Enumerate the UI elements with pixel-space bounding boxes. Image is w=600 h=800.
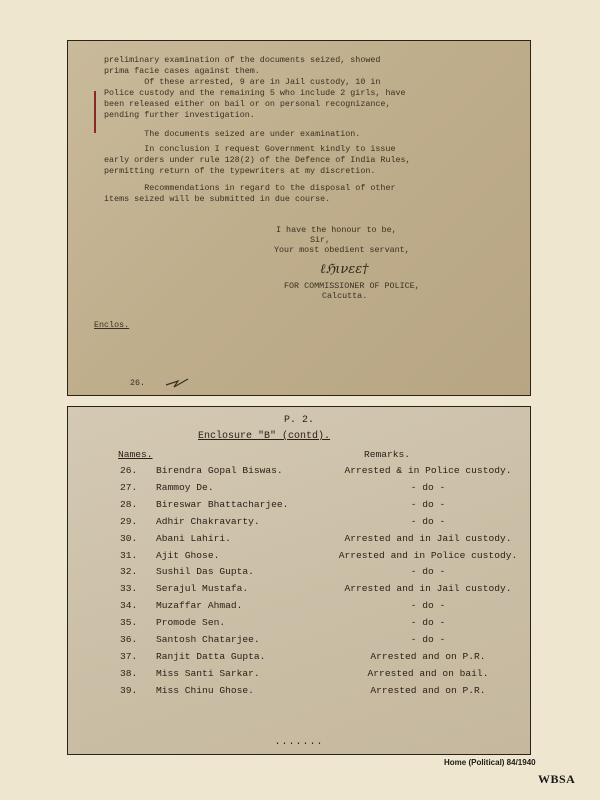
row-number: 32. bbox=[120, 566, 138, 578]
table-row bbox=[68, 533, 530, 550]
row-number: 26. bbox=[120, 465, 138, 476]
enclosure-page bbox=[67, 406, 531, 755]
row-name: Promode Sen. bbox=[156, 617, 226, 629]
row-name: Ajit Ghose. bbox=[156, 549, 220, 561]
table-row bbox=[68, 482, 530, 499]
signature-city: Calcutta. bbox=[322, 291, 368, 301]
row-number: 29. bbox=[120, 515, 138, 527]
row-name: Adhir Chakravarty. bbox=[156, 515, 260, 527]
body-line: preliminary examination of the documents seized, showed bbox=[104, 55, 381, 65]
table-row bbox=[68, 651, 530, 668]
row-remark: Arrested and in Police custody. bbox=[338, 549, 518, 561]
body-line: Of these arrested, 9 are in Jail custody, 10 in bbox=[104, 77, 381, 87]
body-line: early orders under rule 128(2) of the Defence of India Rules, bbox=[104, 155, 411, 165]
archive-mark: WBSA bbox=[538, 772, 576, 786]
table-row bbox=[68, 617, 530, 634]
body-line: Recommendations in regard to the disposal of other bbox=[104, 183, 396, 193]
table-row bbox=[68, 465, 530, 482]
body-line: permitting return of the typewriters at my discretion. bbox=[104, 166, 376, 176]
footer-number: 26. bbox=[130, 378, 146, 388]
row-remark: Arrested and on P.R. bbox=[370, 650, 486, 662]
continuation-dots: ....... bbox=[274, 737, 324, 748]
body-line: In conclusion I request Government kindly to issue bbox=[104, 144, 396, 154]
body-line: items seized will be submitted in due course. bbox=[104, 194, 331, 204]
row-remark: Arrested and in Jail custody. bbox=[344, 532, 512, 544]
row-number: 35. bbox=[120, 617, 138, 629]
closing-line: Sir, bbox=[310, 235, 331, 245]
row-remark: - do - bbox=[410, 515, 446, 527]
table-row bbox=[68, 668, 530, 685]
body-line: prima facie cases against them. bbox=[104, 66, 260, 76]
row-remark: - do - bbox=[410, 634, 446, 645]
row-number: 33. bbox=[120, 583, 138, 595]
names-column-header: Names. bbox=[118, 449, 153, 460]
row-remark: - do - bbox=[410, 617, 446, 629]
row-remark: - do - bbox=[410, 481, 446, 493]
row-number: 28. bbox=[120, 498, 138, 510]
row-number: 38. bbox=[120, 667, 138, 679]
closing-line: I have the honour to be, bbox=[276, 225, 397, 235]
row-name: Miss Chinu Ghose. bbox=[156, 684, 254, 696]
body-line: pending further investigation. bbox=[104, 110, 255, 120]
table-row bbox=[68, 550, 530, 567]
row-name: Ranjit Datta Gupta. bbox=[156, 650, 266, 662]
margin-mark bbox=[94, 91, 96, 133]
row-name: Santosh Chatarjee. bbox=[156, 634, 260, 645]
body-line: Police custody and the remaining 5 who include 2 girls, have bbox=[104, 88, 406, 98]
row-remark: - do - bbox=[410, 600, 446, 612]
signature-org: FOR COMMISSIONER OF POLICE, bbox=[284, 281, 420, 291]
handwritten-signature: ℓℌινεε† bbox=[320, 262, 369, 277]
row-number: 31. bbox=[120, 549, 138, 561]
row-remark: Arrested & in Police custody. bbox=[344, 465, 512, 476]
row-name: Serajul Mustafa. bbox=[156, 583, 249, 595]
row-name: Bireswar Bhattacharjee. bbox=[156, 498, 289, 510]
table-row bbox=[68, 516, 530, 533]
row-name: Muzaffar Ahmad. bbox=[156, 600, 243, 612]
row-number: 30. bbox=[120, 532, 138, 544]
row-remark: - do - bbox=[410, 498, 446, 510]
row-remark: - do - bbox=[410, 566, 446, 578]
remarks-column-header: Remarks. bbox=[364, 449, 411, 460]
letter-page bbox=[67, 40, 531, 396]
table-row bbox=[68, 634, 530, 651]
row-name: Rammoy De. bbox=[156, 481, 214, 493]
table-row bbox=[68, 583, 530, 600]
row-number: 37. bbox=[120, 650, 138, 662]
body-line: The documents seized are under examination. bbox=[104, 129, 361, 139]
row-number: 27. bbox=[120, 481, 138, 493]
row-remark: Arrested and on P.R. bbox=[370, 684, 486, 696]
table-row bbox=[68, 499, 530, 516]
row-number: 36. bbox=[120, 634, 138, 645]
row-name: Abani Lahiri. bbox=[156, 532, 231, 544]
closing-line: Your most obedient servant, bbox=[274, 245, 410, 255]
enclosure-title: Enclosure "B" (contd). bbox=[198, 431, 331, 442]
archive-reference: Home (Political) 84/1940 bbox=[444, 758, 536, 767]
page-label: P. 2. bbox=[283, 415, 314, 426]
pen-mark bbox=[164, 375, 190, 389]
enclosure-label: Enclos. bbox=[94, 320, 130, 330]
row-name: Birendra Gopal Biswas. bbox=[156, 465, 283, 476]
row-name: Miss Santi Sarkar. bbox=[156, 667, 260, 679]
row-number: 39. bbox=[120, 684, 138, 696]
row-remark: Arrested and in Jail custody. bbox=[344, 583, 512, 595]
table-row bbox=[68, 566, 530, 583]
row-name: Sushil Das Gupta. bbox=[156, 566, 254, 578]
table-row bbox=[68, 685, 530, 702]
body-line: been released either on bail or on personal recognizance, bbox=[104, 99, 391, 109]
row-number: 34. bbox=[120, 600, 138, 612]
table-row bbox=[68, 600, 530, 617]
row-remark: Arrested and on bail. bbox=[367, 667, 489, 679]
